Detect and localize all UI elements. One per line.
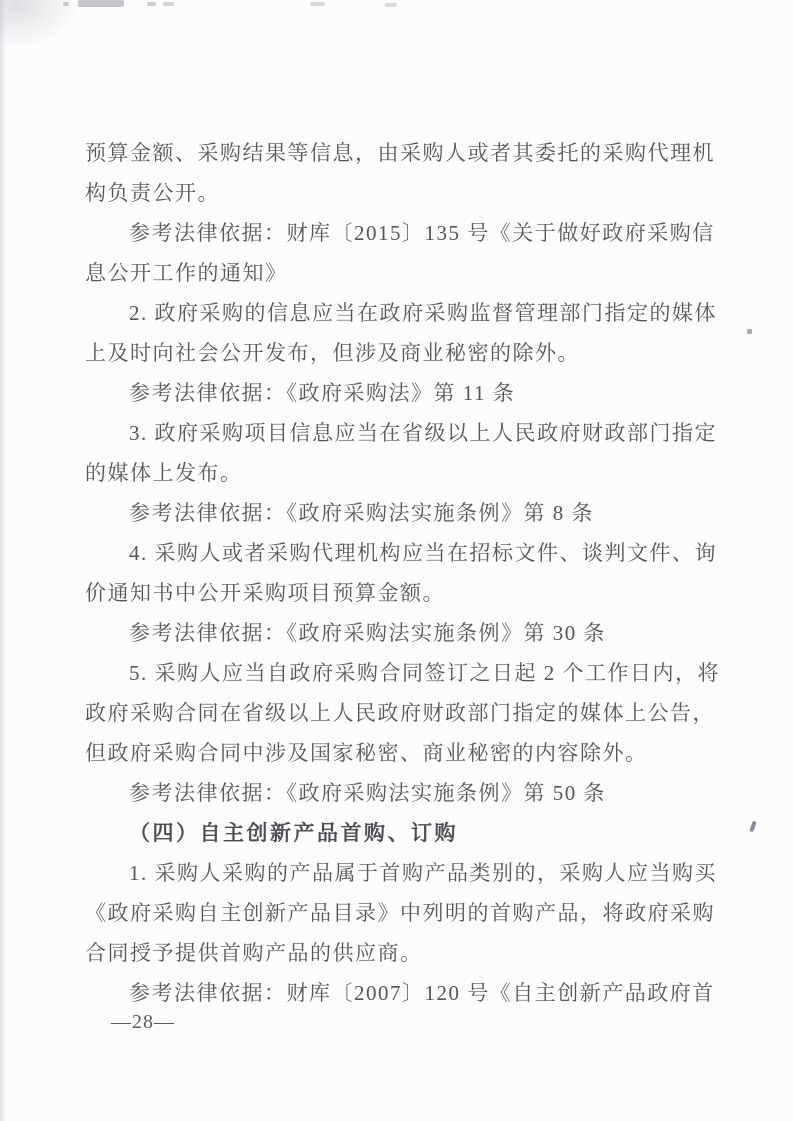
- scan-speck: [747, 329, 752, 334]
- scan-edge-shadow: [0, 0, 7, 1121]
- scan-smudge: [78, 0, 124, 7]
- body-text-line: 政府采购合同在省级以上人民政府财政部门指定的媒体上公告，: [85, 701, 715, 725]
- body-text-line: 参考法律依据：财库〔2015〕135 号《关于做好政府采购信: [129, 221, 715, 245]
- body-text-line: 构负责公开。: [85, 181, 220, 205]
- scan-smudge: [63, 2, 69, 6]
- section-heading-line: （四）自主创新产品首购、订购: [129, 821, 458, 845]
- body-text-line: 参考法律依据：《政府采购法》第 11 条: [129, 381, 516, 405]
- scan-corner-haze: [0, 0, 80, 48]
- body-text-line: 的媒体上发布。: [85, 461, 243, 485]
- scan-speck: [749, 821, 757, 833]
- document-body: [85, 133, 720, 1013]
- body-text-line: 上及时向社会公开发布，但涉及商业秘密的除外。: [85, 341, 580, 365]
- body-text-line: 合同授予提供首购产品的供应商。: [85, 941, 423, 965]
- body-text-line: 价通知书中公开采购项目预算金额。: [85, 581, 445, 605]
- body-text-line: 预算金额、采购结果等信息，由采购人或者其委托的采购代理机: [85, 141, 715, 165]
- body-text-line: 2. 政府采购的信息应当在政府采购监督管理部门指定的媒体: [129, 301, 717, 325]
- scan-smudge: [163, 2, 174, 6]
- body-text-line: 参考法律依据：财库〔2007〕120 号《自主创新产品政府首: [129, 981, 715, 1005]
- page-number: —28—: [111, 1011, 175, 1033]
- scan-smudge: [385, 3, 397, 7]
- body-text-line: 1. 采购人采购的产品属于首购产品类别的，采购人应当购买: [129, 861, 717, 885]
- body-text-line: 但政府采购合同中涉及国家秘密、商业秘密的内容除外。: [85, 741, 648, 765]
- body-text-line: 参考法律依据：《政府采购法实施条例》第 30 条: [129, 621, 606, 645]
- body-text-line: 5. 采购人应当自政府采购合同签订之日起 2 个工作日内，将: [129, 661, 720, 685]
- body-text-line: 参考法律依据：《政府采购法实施条例》第 8 条: [129, 501, 594, 525]
- body-text-line: 息公开工作的通知》: [85, 261, 288, 285]
- scan-smudge: [147, 2, 156, 6]
- scan-smudge: [310, 2, 325, 6]
- body-text-line: 《政府采购自主创新产品目录》中列明的首购产品，将政府采购: [85, 901, 715, 925]
- body-text-line: 参考法律依据：《政府采购法实施条例》第 50 条: [129, 781, 606, 805]
- body-text-line: 4. 采购人或者采购代理机构应当在招标文件、谈判文件、询: [129, 541, 717, 565]
- body-text-line: 3. 政府采购项目信息应当在省级以上人民政府财政部门指定: [129, 421, 717, 445]
